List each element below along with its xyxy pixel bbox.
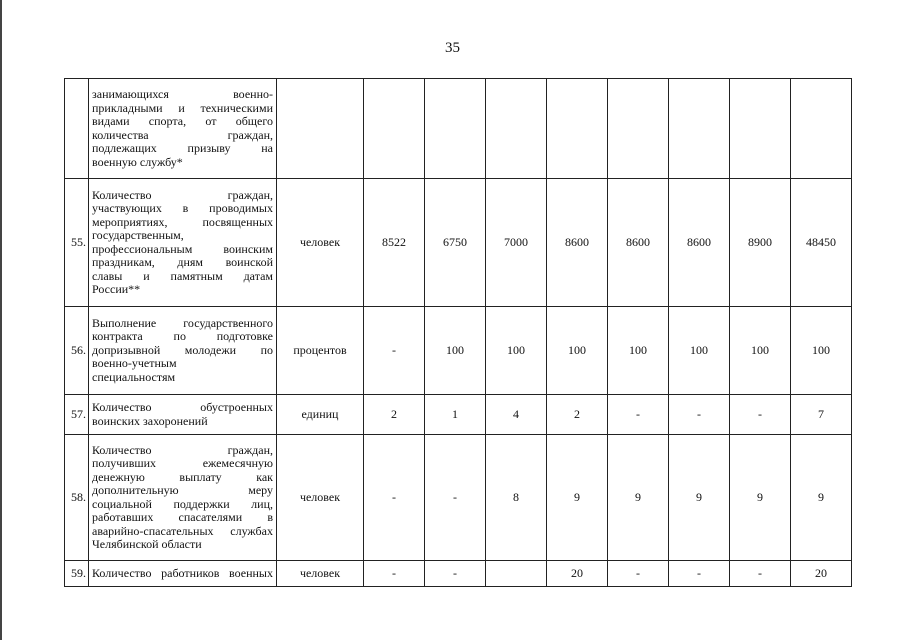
value-cell: - [730, 395, 791, 435]
value-cell: 8 [486, 435, 547, 561]
description-line: Количество граждан, [92, 187, 273, 202]
description-line: мероприятиях, посвященных [92, 214, 273, 229]
table-row [65, 395, 852, 435]
unit-of-measure: человек [277, 435, 364, 561]
value-cell: - [608, 561, 669, 587]
unit-of-measure [277, 79, 364, 179]
table-row [65, 435, 852, 561]
table-row [65, 307, 852, 395]
value-cell [547, 79, 608, 179]
indicator-description [89, 561, 277, 587]
description-line: денежную выплату как [92, 469, 273, 484]
description-line: Количество граждан, [92, 442, 273, 457]
row-number: 59. [65, 561, 89, 587]
value-cell: - [669, 395, 730, 435]
description-line: Выполнение государственного [92, 315, 273, 330]
value-cell: 2 [547, 395, 608, 435]
row-number: 55. [65, 179, 89, 307]
value-cell: 7 [791, 395, 852, 435]
description-line: военную службу* [92, 154, 183, 169]
value-cell [425, 79, 486, 179]
description-line: Челябинской области [92, 537, 202, 551]
value-cell: - [608, 395, 669, 435]
description-line: дополнительную меру [92, 483, 273, 497]
description-line: допризывной молодежи по [92, 342, 273, 357]
value-cell: 100 [608, 307, 669, 395]
table-row [65, 79, 852, 179]
value-cell: - [730, 561, 791, 587]
page-left-border [0, 0, 2, 640]
unit-of-measure: единиц [277, 395, 364, 435]
unit-of-measure: человек [277, 561, 364, 587]
value-cell: 9 [669, 435, 730, 561]
value-cell: 1 [425, 395, 486, 435]
description-line: получивших ежемесячную [92, 456, 273, 470]
description-line: количества граждан, [92, 127, 273, 142]
value-cell: 20 [791, 561, 852, 587]
description-line: социальной поддержки лиц, [92, 496, 273, 511]
description-line: праздникам, дням воинской [92, 255, 273, 269]
description-line: подлежащих призыву на [92, 141, 273, 155]
description-line: Количество обустроенных [92, 400, 273, 414]
row-number: 58. [65, 435, 89, 561]
value-cell: 9 [730, 435, 791, 561]
description-line: государственным, [92, 228, 184, 242]
value-cell: 100 [486, 307, 547, 395]
value-cell [608, 79, 669, 179]
value-cell: 100 [730, 307, 791, 395]
description-line: профессиональным воинским [92, 241, 273, 256]
row-number: 56. [65, 307, 89, 395]
description-line: специальностям [92, 369, 176, 384]
indicators-table [64, 78, 852, 587]
value-cell: - [364, 307, 425, 395]
row-number: 57. [65, 395, 89, 435]
description-line: работавших спасателями в [92, 510, 273, 524]
description-line: воинских захоронений [92, 413, 208, 428]
description-line: славы и памятным датам [92, 268, 273, 283]
value-cell: 20 [547, 561, 608, 587]
value-cell [791, 79, 852, 179]
value-cell: 8522 [364, 179, 425, 307]
indicator-description [89, 435, 277, 561]
value-cell: 9 [791, 435, 852, 561]
indicator-description [89, 79, 277, 179]
value-cell: 9 [547, 435, 608, 561]
description-line: видами спорта, от общего [92, 114, 273, 128]
table-row [65, 561, 852, 587]
description-line: России** [92, 282, 141, 296]
value-cell: 100 [547, 307, 608, 395]
page-number: 35 [445, 40, 460, 56]
row-number [65, 79, 89, 179]
description-line: Количество работников военных [92, 565, 273, 580]
value-cell: 100 [425, 307, 486, 395]
indicator-description [89, 307, 277, 395]
value-cell [486, 79, 547, 179]
value-cell: 8600 [669, 179, 730, 307]
indicator-description [89, 395, 277, 435]
value-cell: - [425, 435, 486, 561]
value-cell: 100 [791, 307, 852, 395]
unit-of-measure: человек [277, 179, 364, 307]
value-cell [669, 79, 730, 179]
value-cell: - [669, 561, 730, 587]
value-cell: 8900 [730, 179, 791, 307]
description-line: военно-учетным [92, 356, 177, 371]
value-cell [364, 79, 425, 179]
value-cell: 48450 [791, 179, 852, 307]
value-cell: - [364, 561, 425, 587]
value-cell: - [364, 435, 425, 561]
indicator-description [89, 179, 277, 307]
value-cell: 100 [669, 307, 730, 395]
value-cell: 9 [608, 435, 669, 561]
description-line: контракта по подготовке [92, 329, 273, 344]
unit-of-measure: процентов [277, 307, 364, 395]
value-cell: 7000 [486, 179, 547, 307]
table-row [65, 179, 852, 307]
value-cell [730, 79, 791, 179]
description-line: аварийно-спасательных службах [92, 523, 273, 538]
description-line: прикладными и техническими [92, 100, 273, 115]
description-line: участвующих в проводимых [92, 201, 273, 215]
description-line: занимающихся военно- [92, 87, 273, 101]
value-cell [486, 561, 547, 587]
value-cell: 2 [364, 395, 425, 435]
value-cell: - [425, 561, 486, 587]
value-cell: 6750 [425, 179, 486, 307]
value-cell: 8600 [608, 179, 669, 307]
value-cell: 8600 [547, 179, 608, 307]
value-cell: 4 [486, 395, 547, 435]
